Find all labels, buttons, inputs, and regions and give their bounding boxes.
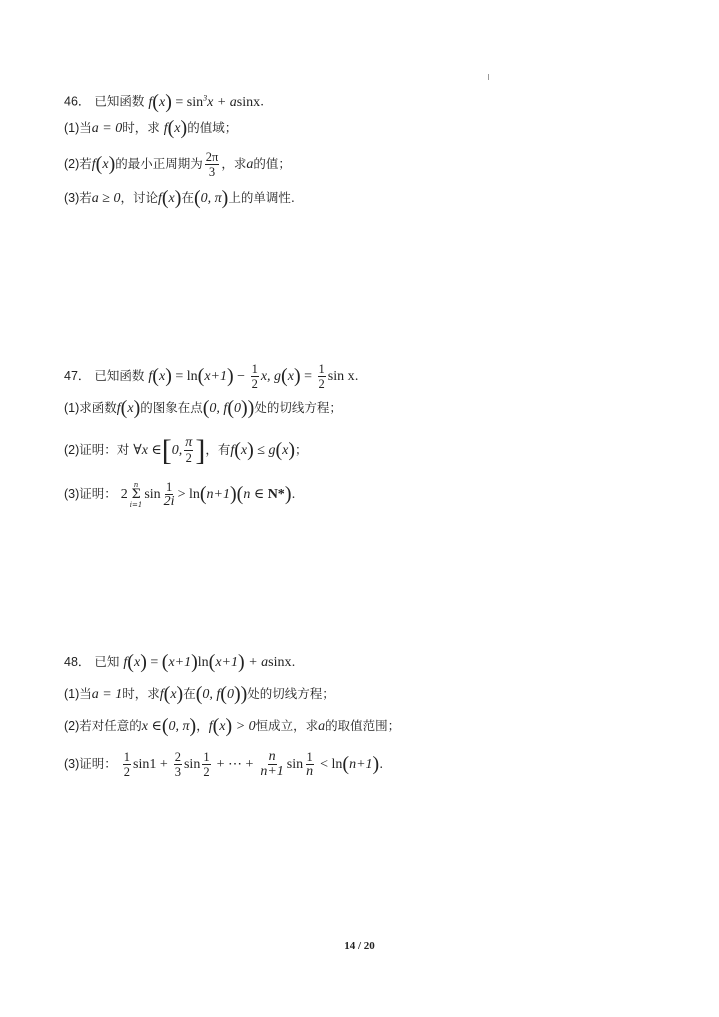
problem-46-q1: (1)当a = 0时，求 f(x)的值域； (64, 117, 238, 139)
page-number: 14 / 20 (344, 940, 375, 952)
problem-47-q2: (2)证明：对 ∀x ∈[0, $\frac{\pi}{2}$ ]，有f(x) ≤ g(x)； (64, 434, 308, 467)
problem-47-stem: 47． 已知函数 f(x) = ln(x+1) − $\frac{1}{2}$ x, g(x) = $\frac{1}{2}$ sin x. (64, 362, 359, 391)
summation-symbol: n Σ i=1 (129, 480, 143, 509)
problem-47-q1: (1)求函数f(x)的图象在点(0, f(0))处的切线方程； (64, 397, 342, 419)
problem-46-q3: (3)若a ≥ 0，讨论f(x)在(0, π)上的单调性. (64, 187, 295, 209)
problem-48-q2: (2)若对任意的x ∈(0, π)，f(x) > 0恒成立，求a的取值范围； (64, 715, 401, 737)
problem-48-q3: (3)证明： $\frac{1}{2}$ sin1 + $\frac{2}{3}$ sin $\frac{1}{2}$ + ⋯ + $\frac{n}{n+1}$ sin $\frac{1}{n}$ < ln(n+1). (64, 749, 384, 779)
problem-47-q3: (3)证明： 2 n Σ i=1 sin $\frac{1}{2i}$ > ln(n+1)(n ∈ N*). (64, 480, 296, 509)
fraction-2pi-3: $\frac{2\pi}{3}$ (205, 150, 219, 179)
margin-mark (488, 74, 489, 80)
problem-48-stem: 48． 已知 f(x) = (x+1)ln(x+1) + asinx. (64, 651, 296, 673)
problem-46-q2: (2)若f(x)的最小正周期为 $\frac{2\pi}{3}$ ，求a的值； (64, 150, 291, 179)
problem-48-q1: (1)当a = 1时，求f(x)在(0, f(0))处的切线方程； (64, 683, 335, 705)
problem-46-stem: 46． 已知函数 $f(x) = \sin^3x + asinx$. (64, 90, 265, 113)
